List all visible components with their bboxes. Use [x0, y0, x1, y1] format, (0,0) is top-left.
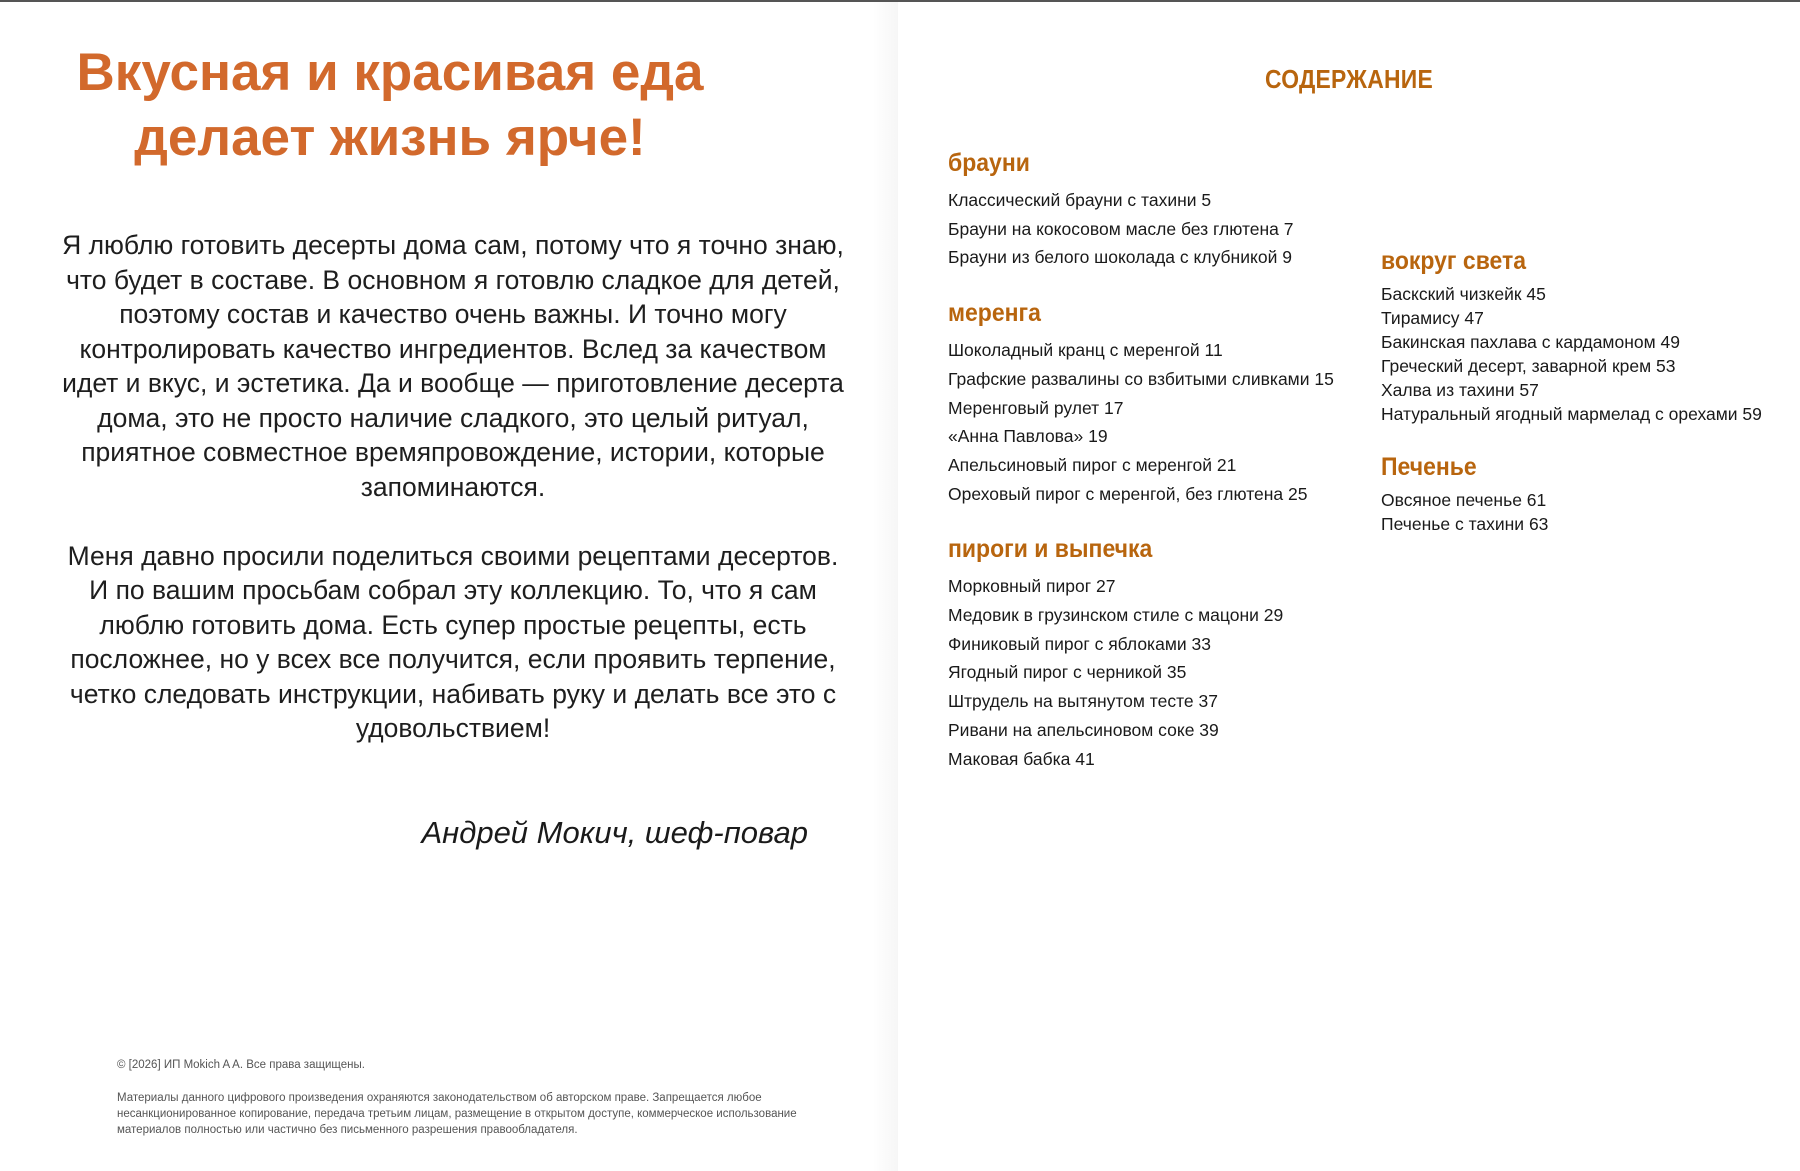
toc-item[interactable]: Ореховый пирог с меренгой, без глютена 25 — [948, 483, 1308, 504]
toc-section-world — [1381, 246, 1800, 426]
toc-list — [948, 186, 1368, 272]
intro-text — [58, 228, 848, 746]
toc-list — [948, 572, 1368, 773]
toc-section-cookies — [1381, 452, 1800, 536]
toc-item[interactable]: Меренговый рулет 17 — [948, 397, 1124, 418]
toc-item[interactable]: Ягодный пирог с черникой 35 — [948, 662, 1187, 683]
intro-paragraph-1: Я люблю готовить десерты дома сам, потому что я точно знаю, что будет в составе. В основном я готовлю сладкое для детей, поэтому состав и качество очень важны. И точно могу контролировать качество ингредиентов. Вслед за качеством идет и вкус, и эстетика. Да и вообще — приготовление десерта дома, это не просто наличие сладкого, это целый ритуал, приятное совместное времяпровождение, истории, которые запоминаются. — [62, 230, 844, 502]
toc-section-heading: меренга — [948, 299, 1041, 328]
headline — [40, 40, 740, 170]
toc-section-heading: вокруг света — [1381, 247, 1527, 275]
toc-item[interactable]: Графские развалины со взбитыми сливками 15 — [948, 368, 1334, 389]
toc-section-brownie — [948, 148, 1368, 272]
toc-item[interactable]: Бакинская пахлава с кардамоном 49 — [1381, 332, 1680, 352]
toc-item[interactable]: Овсяное печенье 61 — [1381, 490, 1547, 510]
toc-item[interactable]: Морковный пирог 27 — [948, 576, 1116, 597]
headline-line-1: Вкусная и красивая еда — [76, 43, 704, 102]
toc-item[interactable]: Медовик в грузинском стиле с мацони 29 — [948, 605, 1284, 626]
toc-title: СОДЕРЖАНИЕ — [1264, 64, 1434, 94]
toc-item[interactable]: Натуральный ягодный мармелад с орехами 59 — [1381, 404, 1762, 424]
toc-section-heading: Печенье — [1381, 453, 1477, 481]
toc-list — [1381, 282, 1800, 426]
toc-item[interactable]: Баскский чизкейк 45 — [1381, 284, 1546, 304]
toc-item[interactable]: Брауни на кокосовом масле без глютена 7 — [948, 218, 1294, 239]
toc-column-1 — [948, 148, 1368, 799]
toc-item[interactable]: Шоколадный кранц с меренгой 11 — [948, 340, 1223, 361]
intro-paragraph-2: Меня давно просили поделиться своими рецептами десертов. И по вашим просьбам собрал эту коллекцию. То, что я сам люблю готовить дома. Есть супер простые рецепты, есть посложнее, но у всех все получится, если проявить терпение, четко следовать инструкции, набивать руку и делать все это с удовольствием! — [67, 540, 839, 743]
toc-list — [948, 336, 1368, 508]
toc-item[interactable]: Халва из тахини 57 — [1381, 380, 1539, 400]
left-page — [0, 2, 898, 1171]
toc-column-2 — [1381, 246, 1800, 562]
toc-item[interactable]: Печенье с тахини 63 — [1381, 514, 1549, 534]
toc-list — [1381, 488, 1800, 536]
toc-item[interactable]: Ривани на апельсиновом соке 39 — [948, 719, 1219, 740]
toc-item[interactable]: Апельсиновый пирог с меренгой 21 — [948, 454, 1237, 475]
toc-section-heading: пироги и выпечка — [948, 535, 1153, 564]
toc-section-heading: брауни — [948, 149, 1030, 177]
headline-line-2: делает жизнь ярче! — [134, 108, 646, 167]
toc-item[interactable]: Брауни из белого шоколада с клубникой 9 — [948, 247, 1292, 268]
right-page — [898, 2, 1800, 1171]
copyright-notice: © [2026] ИП Mokich A A. Все права защищены. — [117, 1059, 365, 1071]
toc-item[interactable]: Классический брауни с тахини 5 — [948, 190, 1212, 210]
toc-item[interactable]: Тирамису 47 — [1381, 308, 1484, 328]
page-gutter — [872, 2, 898, 1171]
toc-section-pies — [948, 534, 1368, 773]
toc-item[interactable]: Штрудель на вытянутом тесте 37 — [948, 691, 1218, 712]
toc-section-meringue — [948, 298, 1368, 508]
author-signature: Андрей Мокич, шеф-повар — [421, 815, 808, 850]
legal-notice: Материалы данного цифрового произведения охраняются законодательством об авторском праве. Запрещается любое несанкционированное копирование, передача третьим лицам, размещение в открытом доступе, коммерческое использование материалов полностью или частично без письменного разрешения правообладателя. — [117, 1092, 797, 1136]
toc-item[interactable]: Финиковый пирог с яблоками 33 — [948, 633, 1211, 654]
toc-item[interactable]: Маковая бабка 41 — [948, 748, 1095, 769]
toc-item[interactable]: «Анна Павлова» 19 — [948, 426, 1108, 447]
toc-item[interactable]: Греческий десерт, заварной крем 53 — [1381, 356, 1676, 376]
